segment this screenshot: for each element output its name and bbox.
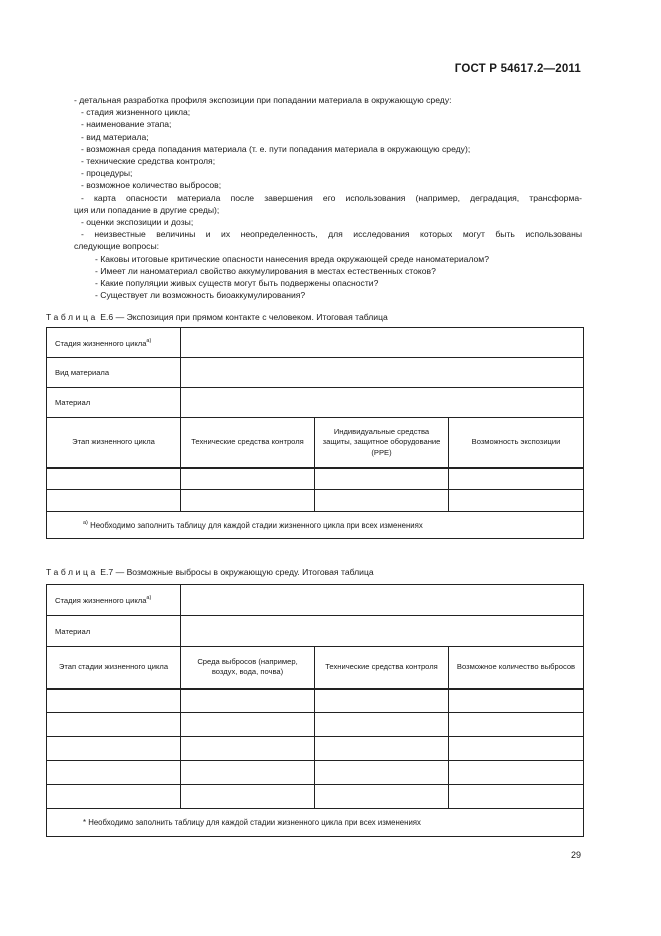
column-header: Технические средства контроля (315, 647, 449, 689)
table-footnote: * Необходимо заполнить таблицу для каждой стадии жизненного цикла при всех изменениях (47, 809, 584, 837)
table-cell[interactable] (181, 468, 315, 490)
table-cell[interactable] (315, 713, 449, 737)
table-row (47, 785, 584, 809)
table-cell[interactable] (449, 713, 584, 737)
table-cell[interactable] (315, 761, 449, 785)
table-row (47, 468, 584, 490)
list-item: - стадия жизненного цикла; (81, 107, 191, 118)
table-cell[interactable] (181, 328, 584, 358)
list-item: - Существует ли возможность биоаккумулирования? (95, 290, 306, 301)
list-item: - наименование этапа; (81, 119, 172, 130)
table-cell[interactable] (315, 490, 449, 512)
table-e6 (46, 327, 584, 539)
table-cell[interactable] (181, 490, 315, 512)
list-item: - неизвестные величины и их неопределенность, для исследования которых могут быть использованы (81, 229, 582, 240)
table-e6-caption: Таблица Е.6 — Экспозиция при прямом контакте с человеком. Итоговая таблица (46, 312, 388, 322)
column-header: Этап жизненного цикла (47, 418, 181, 468)
list-item: - процедуры; (81, 168, 133, 179)
table-row (47, 490, 584, 512)
table-cell[interactable] (181, 689, 315, 713)
table-row (47, 761, 584, 785)
table-row (47, 713, 584, 737)
table-cell[interactable] (449, 468, 584, 490)
table-cell[interactable] (449, 785, 584, 809)
table-cell[interactable] (449, 761, 584, 785)
table-e7-caption: Таблица Е.7 — Возможные выбросы в окружающую среду. Итоговая таблица (46, 567, 374, 577)
row-label-material: Материал (47, 388, 181, 418)
table-e7 (46, 584, 584, 837)
table-row (47, 689, 584, 713)
table-cell[interactable] (47, 490, 181, 512)
row-label-lifecycle: Стадия жизненного цикла$^{а)}$ (47, 585, 181, 616)
list-item: - технические средства контроля; (81, 156, 216, 167)
page-number: 29 (570, 850, 581, 860)
table-cell[interactable] (47, 689, 181, 713)
table-cell[interactable] (47, 468, 181, 490)
list-item: - детальная разработка профиля экспозиции при попадании материала в окружающую среду: (74, 95, 452, 105)
row-label-material: Материал (47, 616, 181, 647)
column-header: Этап стадии жизненного цикла (47, 647, 181, 689)
table-cell[interactable] (47, 761, 181, 785)
column-header: Индивидуальные средства защиты, защитное оборудование (PPE) (315, 418, 449, 468)
table-cell[interactable] (47, 737, 181, 761)
table-cell[interactable] (449, 490, 584, 512)
table-cell[interactable] (181, 585, 584, 616)
column-header: Технические средства контроля (181, 418, 315, 468)
list-item: - Какие популяции живых существ могут быть подвержены опасности? (95, 278, 379, 289)
table-cell[interactable] (181, 785, 315, 809)
table-cell[interactable] (181, 713, 315, 737)
list-item: - вид материала; (81, 131, 149, 142)
table-cell[interactable] (449, 689, 584, 713)
table-cell[interactable] (181, 761, 315, 785)
list-item: ция или попадание в другие среды); (74, 204, 220, 215)
list-item: - возможная среда попадания материала (т. е. пути попадания материала в окружающую среду); (81, 143, 471, 154)
table-cell[interactable] (315, 785, 449, 809)
standard-code: ГОСТ Р 54617.2—2011 (454, 63, 581, 75)
intro-bullet-list (74, 94, 582, 301)
column-header: Среда выбросов (например, воздух, вода, почва) (181, 647, 315, 689)
list-item: - Каковы итоговые критические опасности нанесения вреда окружающей среде наноматериалом? (95, 253, 489, 264)
table-cell[interactable] (181, 737, 315, 761)
table-cell[interactable] (181, 358, 584, 388)
list-item: следующие вопросы: (74, 241, 160, 252)
table-cell[interactable] (315, 737, 449, 761)
table-cell[interactable] (47, 713, 181, 737)
row-label-material-type: Вид материала (47, 358, 181, 388)
table-cell[interactable] (47, 785, 181, 809)
column-header: Возможное количество выбросов (449, 647, 584, 689)
table-cell[interactable] (181, 388, 584, 418)
table-cell[interactable] (449, 737, 584, 761)
table-cell[interactable] (181, 616, 584, 647)
list-item: - возможное количество выбросов; (81, 180, 222, 191)
list-item: - оценки экспозиции и дозы; (81, 217, 194, 228)
table-cell[interactable] (315, 468, 449, 490)
list-item: - карта опасности материала после завершения его использования (например, деградация, трансформа- (81, 192, 582, 203)
table-cell[interactable] (315, 689, 449, 713)
list-item: - Имеет ли наноматериал свойство аккумулирования в местах естественных стоков? (95, 265, 436, 276)
table-row (47, 737, 584, 761)
column-header: Возможность экспозиции (449, 418, 584, 468)
row-label-lifecycle: Стадия жизненного цикла$^{а)}$ (47, 328, 181, 358)
table-footnote: $^{а)}$ Необходимо заполнить таблицу для каждой стадии жизненного цикла при всех изменениях (47, 512, 584, 539)
